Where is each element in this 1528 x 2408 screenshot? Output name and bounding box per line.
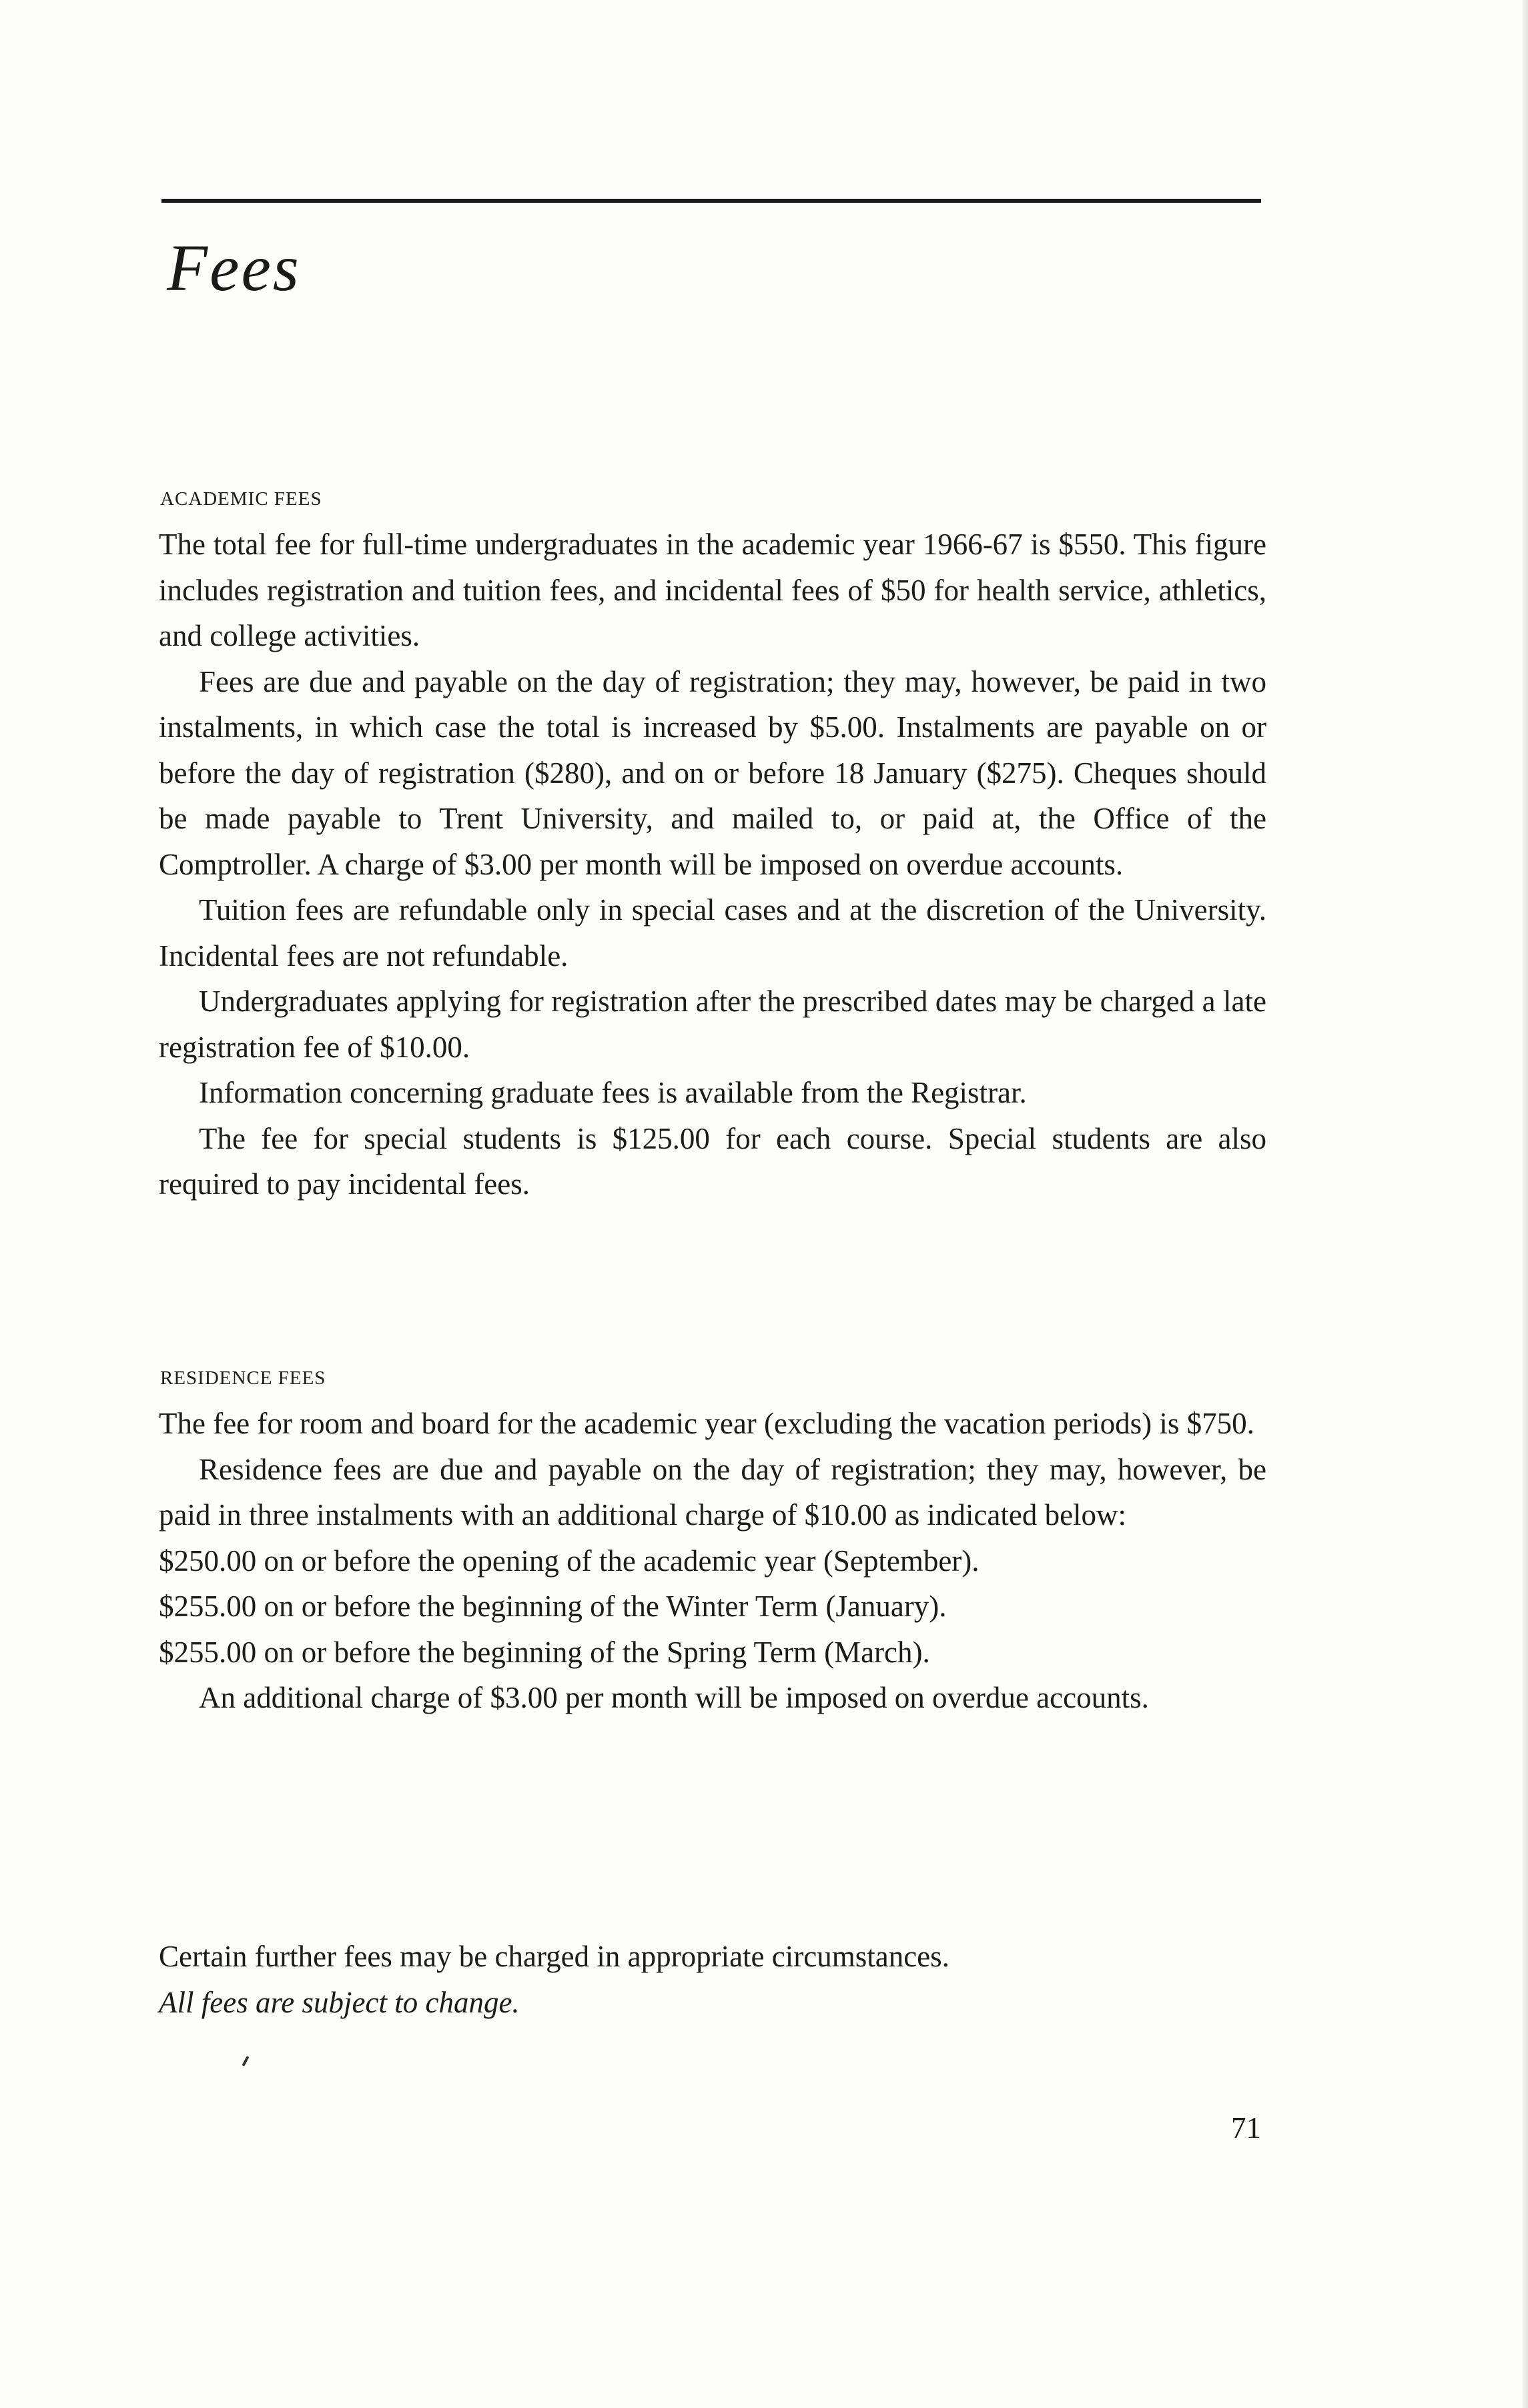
instalment-line: $255.00 on or before the beginning of the Spring Term (March). bbox=[159, 1635, 930, 1669]
academic-paragraph: The fee for special students is $125.00 for each course. Special students are also required to pay incidental fees. bbox=[159, 1121, 1266, 1201]
academic-fees-heading: ACADEMIC FEES bbox=[160, 488, 322, 510]
residence-fees-heading: RESIDENCE FEES bbox=[160, 1367, 326, 1389]
residence-closing-paragraph: An additional charge of $3.00 per month will be imposed on overdue accounts. bbox=[199, 1681, 1149, 1714]
closing-notes bbox=[159, 1934, 1266, 2025]
academic-paragraph: Information concerning graduate fees is available from the Registrar. bbox=[199, 1076, 1027, 1109]
academic-paragraph: Tuition fees are refundable only in special cases and at the discretion of the University. Incidental fees are not refundable. bbox=[159, 893, 1266, 973]
academic-paragraph: The total fee for full-time undergraduates in the academic year 1966-67 is $550. This figure includes registration and tuition fees, and incidental fees of $50 for health service, athletics, and college activities. bbox=[159, 528, 1266, 652]
top-rule bbox=[161, 199, 1261, 203]
residence-paragraph: Residence fees are due and payable on the day of registration; they may, however, be paid in three instalments with an additional charge of $10.00 as indicated below: bbox=[159, 1452, 1266, 1532]
instalment-line: $250.00 on or before the opening of the academic year (September). bbox=[159, 1544, 980, 1578]
subject-to-change-note: All fees are subject to change. bbox=[159, 1985, 520, 2019]
page-edge-shadow bbox=[1523, 0, 1528, 2408]
residence-paragraph: The fee for room and board for the academic year (excluding the vacation periods) is $750. bbox=[159, 1407, 1254, 1440]
page-number: 71 bbox=[1231, 2111, 1261, 2145]
academic-paragraph: Fees are due and payable on the day of registration; they may, however, be paid in two instalments, in which case the total is increased by $5.00. Instalments are payable on or before the day of registration ($280), and on or before 18 January ($275). Cheques should be made payable to Trent University, and mailed to, or paid at, the Office of the Comptroller. A charge of $3.00 per month will be imposed on overdue accounts. bbox=[159, 664, 1266, 881]
academic-fees-section bbox=[159, 486, 1266, 1207]
academic-paragraph: Undergraduates applying for registration after the prescribed dates may be charged a late registration fee of $10.00. bbox=[159, 985, 1266, 1064]
page-title: Fees bbox=[167, 231, 301, 305]
residence-fees-section bbox=[159, 1365, 1266, 1721]
instalment-line: $255.00 on or before the beginning of the Winter Term (January). bbox=[159, 1590, 947, 1623]
further-fees-note: Certain further fees may be charged in appropriate circumstances. bbox=[159, 1940, 949, 1973]
stray-pen-mark bbox=[242, 2056, 249, 2066]
